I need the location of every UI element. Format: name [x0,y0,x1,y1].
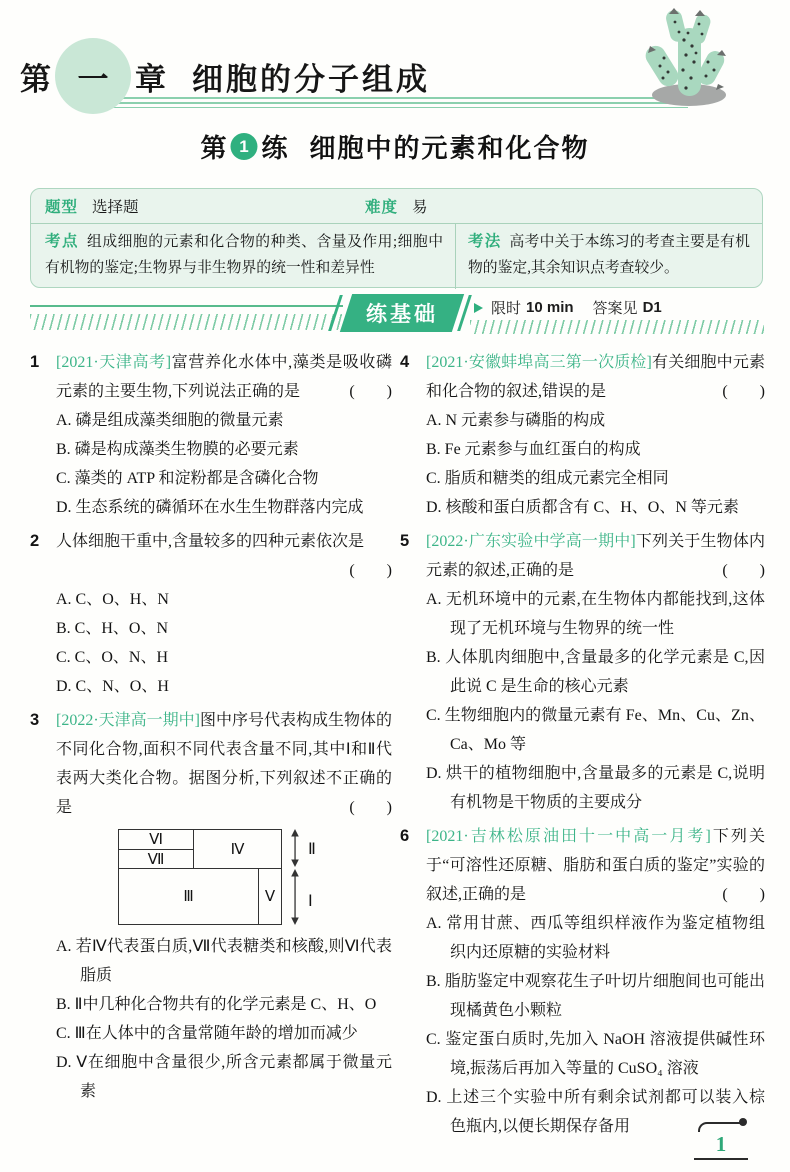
option: A. 常用甘蔗、西瓜等组织样液作为鉴定植物组织内还原糖的实验材料 [426,915,765,961]
option: D. C、N、O、H [56,678,169,695]
hatch-pattern-right [470,320,764,334]
question-source: [2021·安徽蚌埠高三第一次质检] [426,354,652,371]
stem-text: 人体细胞干重中,含量较多的四种元素依次是 [56,533,365,550]
question-stem [56,348,392,406]
question-type-label: 题型 [45,199,79,216]
question-number: 3 [30,711,40,729]
question-number: 6 [400,827,410,845]
exam-points-label: 考点 [45,233,80,250]
question-stem [426,822,765,909]
option: B. 人体肌肉细胞中,含量最多的化学元素是 C,因此说 C 是生命的核心元素 [426,649,765,695]
answer-blank: ( ) [349,383,392,400]
question-stem [426,348,765,406]
option: B. 脂肪鉴定中观察花生子叶切片细胞间也可能出现橘黄色小颗粒 [426,973,765,1019]
question-4 [400,348,765,522]
chapter-number-circle [55,38,131,114]
stem-text: 有关细胞中元素和化合物的叙述,错误的是 [426,354,765,400]
compound-area-figure [118,827,348,927]
option: A. N 元素参与磷脂的构成 [426,412,606,429]
figure-rectangle [118,829,282,925]
practice-prefix: 第 [200,133,227,163]
option: C. 鉴定蛋白质时,先加入 NaOH 溶液提供碱性环境,振荡后再加入等量的 CuSO₄ 溶液 [426,1031,765,1077]
exam-method-text: 高考中关于本练习的考查主要是有机物的鉴定,其余知识点考查较少。 [468,234,750,276]
option: A. 若Ⅳ代表蛋白质,Ⅶ代表糖类和核酸,则Ⅵ代表脂质 [56,938,392,984]
time-limit-value: 10 min [526,299,574,316]
time-limit-label: 限时 [491,300,522,317]
question-type-value: 选择题 [92,199,139,216]
answer-blank: ( ) [722,562,765,579]
option: B. Ⅱ中几种化合物共有的化学元素是 C、H、O [56,996,377,1013]
option: C. 生物细胞内的微量元素有 Fe、Mn、Cu、Zn、Ca、Mo 等 [426,707,765,753]
basics-banner [340,294,464,332]
question-column-right [400,348,765,1146]
range-arrows-icon [288,829,302,925]
stem-text: 下列关于“可溶性还原糖、脂肪和蛋白质的鉴定”实验的叙述,正确的是 [426,828,765,903]
question-source: [2021·吉林松原油田十一中高一月考] [426,828,711,845]
question-source: [2022·天津高一期中] [56,712,200,729]
divider-line [30,305,343,307]
practice-title: 细胞中的元素和化合物 [309,133,590,163]
option: D. 烘干的植物细胞中,含量最多的元素是 C,说明有机物是干物质的主要成分 [426,765,765,811]
corner-hook-icon [698,1122,744,1132]
chapter-header [20,38,430,114]
question-3 [30,706,392,1106]
question-2 [30,527,392,701]
answer-ref-value: D1 [642,299,662,316]
figure-band-label-bottom: Ⅰ [308,893,313,910]
exam-method-cell [455,224,762,289]
figure-cell-vi: Ⅵ [119,830,193,850]
exam-points-cell [31,224,455,289]
practice-number-badge: 1 [230,133,257,160]
question-number: 4 [400,353,410,371]
chapter-suffix: 章 [135,61,166,97]
difficulty-label: 难度 [365,199,399,216]
chapter-number: 一 [77,61,109,97]
answer-blank: ( ) [349,799,392,816]
question-stem [56,706,392,822]
figure-cell-iii: Ⅲ [119,869,259,924]
answer-blank: ( ) [722,886,765,903]
option: C. 脂质和糖类的组成元素完全相同 [426,470,669,487]
stem-text: 下列关于生物体内元素的叙述,正确的是 [426,533,765,579]
cactus-illustration [636,0,748,110]
stem-text: 富营养化水体中,藻类是吸收磷元素的主要生物,下列说法正确的是 [56,354,392,400]
question-source: [2021·天津高考] [56,354,172,371]
option: B. C、H、O、N [56,620,169,637]
practice-suffix: 练 [261,133,288,163]
play-icon [474,303,483,313]
exam-method-label: 考法 [468,233,502,250]
option: C. C、O、N、H [56,649,169,666]
answer-blank: ( ) [349,562,392,579]
chapter-title: 细胞的分子组成 [192,61,430,97]
info-box [30,188,763,288]
question-number: 2 [30,532,40,550]
practice-title-row [200,128,589,165]
chapter-prefix: 第 [20,61,51,97]
stem-text: 图中序号代表构成生物体的不同化合物,面积不同代表含量不同,其中Ⅰ和Ⅱ代表两大类化合物。据图分析,下列叙述不正确的是 [56,712,393,816]
option: C. 藻类的 ATP 和淀粉都是含磷化合物 [56,470,319,487]
question-column-left [30,348,392,1111]
info-box-bottom-row [31,224,762,289]
hatch-pattern-left [30,314,343,330]
option: B. Fe 元素参与血红蛋白的构成 [426,441,641,458]
page-number: 1 [715,1132,727,1156]
answer-ref-label: 答案见 [592,300,638,317]
page-number-underline [694,1158,748,1160]
question-stem [56,527,392,585]
question-stem [426,527,765,585]
question-5 [400,527,765,817]
figure-band-label-top: Ⅱ [308,841,316,858]
option: B. 磷是构成藻类生物膜的必要元素 [56,441,299,458]
option: D. 核酸和蛋白质都含有 C、H、O、N 等元素 [426,499,739,516]
figure-cell-vii: Ⅶ [147,852,165,868]
question-source: [2022·广东实验中学高一期中] [426,533,636,550]
difficulty-value: 易 [412,199,428,216]
question-number: 5 [400,532,410,550]
option: D. 上述三个实验中所有剩余试剂都可以装入棕色瓶内,以便长期保存备用 [426,1089,765,1135]
option: A. C、O、H、N [56,591,169,608]
basics-banner-label: 练基础 [366,303,438,326]
option: D. 生态系统的磷循环在水生生物群落内完成 [56,499,364,516]
answer-blank: ( ) [722,383,765,400]
figure-cell-iv: Ⅳ [230,841,245,858]
option: C. Ⅲ在人体中的含量常随年龄的增加而减少 [56,1025,358,1042]
option: A. 无机环境中的元素,在生物体内都能找到,这体现了无机环境与生物界的统一性 [426,591,765,637]
page-number-marker [694,1122,748,1160]
question-number: 1 [30,353,40,371]
question-6 [400,822,765,1141]
info-box-top-row [31,189,762,224]
time-limit-row [474,297,667,318]
option: D. Ⅴ在细胞中含量很少,所含元素都属于微量元素 [56,1054,392,1100]
figure-cell-v: Ⅴ [264,889,276,905]
option: A. 磷是组成藻类细胞的微量元素 [56,412,284,429]
question-1 [30,348,392,522]
exam-points-text: 组成细胞的元素和化合物的种类、含量及作用;细胞中有机物的鉴定;生物界与非生物界的统一性和差异性 [45,234,443,276]
